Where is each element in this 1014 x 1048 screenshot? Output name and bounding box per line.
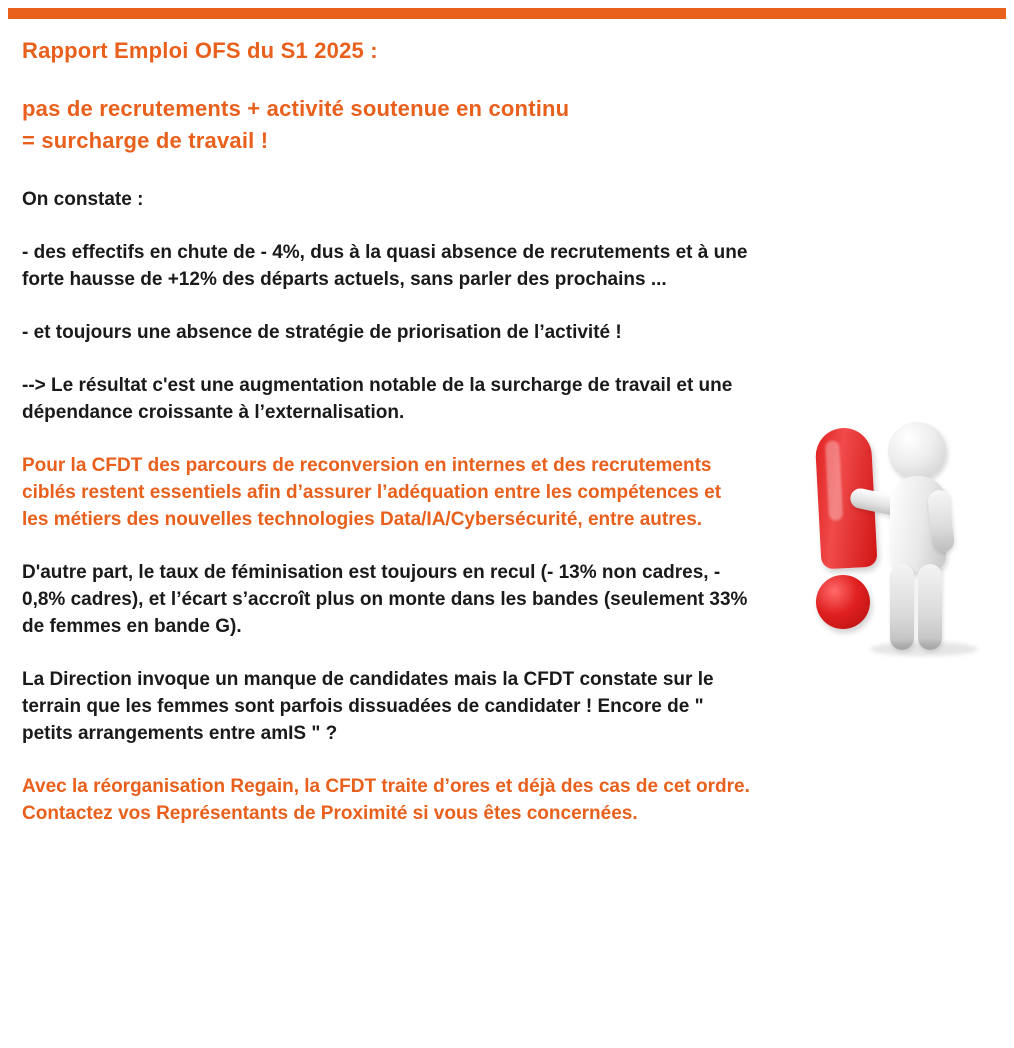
exclamation-mark-icon <box>800 420 990 660</box>
person-figure-icon <box>862 420 982 655</box>
headline-line-3: = surcharge de travail ! <box>22 128 269 153</box>
headline-line-2: pas de recrutements + activité soutenue en continu <box>22 96 570 121</box>
headline-block <box>22 36 752 156</box>
person-head <box>888 422 946 480</box>
person-right-leg <box>918 564 942 650</box>
headline-line-1: Rapport Emploi OFS du S1 2025 : <box>22 38 378 63</box>
bullet-effectifs: - des effectifs en chute de - 4%, dus à la quasi absence de recrutements et à une forte hausse de +12% des départs actuels, sans parler des prochains ... <box>22 242 748 290</box>
feminisation-text: D'autre part, le taux de féminisation est toujours en recul (- 13% non cadres, - 0,8% cadres), et l’écart s’accroît plus on monte dans les bandes (seulement 33% de femmes en bande G). <box>22 562 748 637</box>
cfdt-position-text: Pour la CFDT des parcours de reconversion en internes et des recrutements ciblés restent essentiels afin d’assurer l’adéquation entre les compétences et les métiers des nouvelles technologies Data/IA/Cybersécurité, entre autres. <box>22 455 722 530</box>
closing-text: Avec la réorganisation Regain, la CFDT traite d’ores et déjà des cas de cet ordre. Contactez vos Représentants de Proximité si vous êtes concernées. <box>22 776 750 824</box>
person-ground-shadow <box>870 642 978 656</box>
document-content <box>22 36 752 827</box>
direction-text: La Direction invoque un manque de candidates mais la CFDT constate sur le terrain que les femmes sont parfois dissuadées de candidater ! Encore de " petits arrangements entre amIS " ? <box>22 669 714 744</box>
bullet-strategie: - et toujours une absence de stratégie de priorisation de l’activité ! <box>22 322 622 343</box>
result-text: --> Le résultat c'est une augmentation notable de la surcharge de travail et une dépendance croissante à l’externalisation. <box>22 375 733 423</box>
top-accent-bar <box>8 8 1006 19</box>
intro-text: On constate : <box>22 189 144 210</box>
person-left-leg <box>890 564 914 650</box>
